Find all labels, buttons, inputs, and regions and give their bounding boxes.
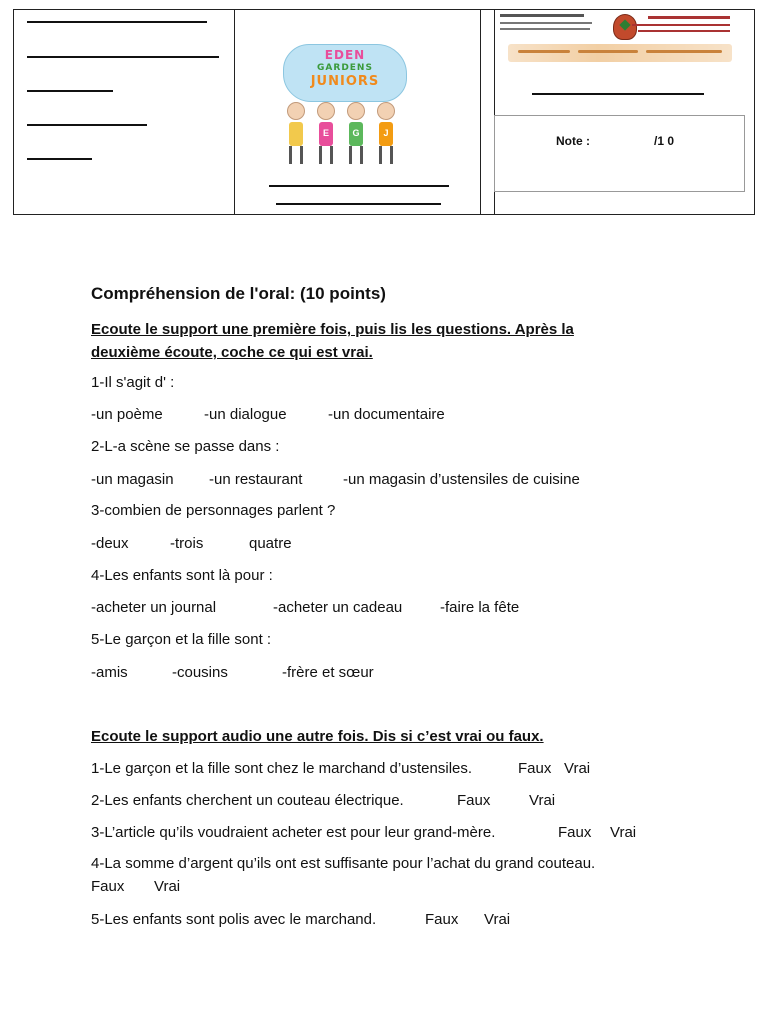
child-figure-icon: E xyxy=(317,102,335,164)
question-1: 1-Il s'agit d' : xyxy=(91,374,175,391)
question-2: 2-L-a scène se passe dans : xyxy=(91,438,280,455)
question-3: 3-combien de personnages parlent ? xyxy=(91,502,336,519)
section-title: Compréhension de l'oral: (10 points) xyxy=(91,284,386,303)
instruction-line: deuxième écoute, coche ce qui est vrai. xyxy=(91,344,373,361)
blank-line xyxy=(27,21,207,23)
school-logo xyxy=(281,44,407,174)
note-label: Note : xyxy=(556,134,590,148)
option[interactable]: -deux xyxy=(91,535,129,552)
faux-choice[interactable]: Faux xyxy=(457,792,491,809)
faux-choice[interactable]: Faux xyxy=(558,824,592,841)
faux-choice[interactable]: Faux xyxy=(425,911,459,928)
blank-line xyxy=(276,203,441,205)
vrai-choice[interactable]: Vrai xyxy=(529,792,556,809)
instruction-1 xyxy=(91,318,611,364)
option[interactable]: -un dialogue xyxy=(204,406,287,423)
option[interactable]: quatre xyxy=(249,535,292,552)
tf-statement: 1-Le garçon et la fille sont chez le marchand d’ustensiles. xyxy=(91,760,473,777)
option[interactable]: -acheter un journal xyxy=(91,599,217,616)
option[interactable]: -un magasin d’ustensiles de cuisine xyxy=(343,471,580,488)
option[interactable]: -trois xyxy=(170,535,204,552)
blank-line xyxy=(269,185,449,187)
vrai-choice[interactable]: Vrai xyxy=(610,824,637,841)
option[interactable]: -faire la fête xyxy=(440,599,520,616)
logo-text: GARDENS xyxy=(317,63,373,73)
option[interactable]: -un poème xyxy=(91,406,163,423)
blank-line xyxy=(27,158,92,160)
faux-choice[interactable]: Faux xyxy=(91,878,125,895)
logo-text: EDEN xyxy=(324,48,366,62)
instruction-2: Ecoute le support audio une autre fois. Dis si c’est vrai ou faux. xyxy=(91,728,544,745)
column-divider xyxy=(234,10,235,214)
option[interactable]: -un documentaire xyxy=(328,406,445,423)
child-figure-icon: G xyxy=(347,102,365,164)
ministry-header xyxy=(500,14,730,66)
vrai-choice[interactable]: Vrai xyxy=(484,911,511,928)
tf-statement: 2-Les enfants cherchent un couteau électrique. xyxy=(91,792,404,809)
option[interactable]: -un magasin xyxy=(91,471,174,488)
logo-text: JUNIORS xyxy=(310,74,380,89)
blank-line xyxy=(27,56,219,58)
blank-line xyxy=(532,93,704,95)
blank-line xyxy=(27,124,147,126)
child-figure-icon xyxy=(287,102,305,164)
vrai-choice[interactable]: Vrai xyxy=(564,760,591,777)
faux-choice[interactable]: Faux xyxy=(518,760,552,777)
note-score: /1 0 xyxy=(654,134,675,148)
directorate-title-banner xyxy=(508,44,732,62)
moroccan-emblem-icon xyxy=(613,14,637,40)
option[interactable]: -acheter un cadeau xyxy=(273,599,403,616)
tf-statement: 3-L’article qu’ils voudraient acheter est pour leur grand-mère. xyxy=(91,824,496,841)
option[interactable]: -cousins xyxy=(172,664,228,681)
tf-statement: 5-Les enfants sont polis avec le marchand. xyxy=(91,911,377,928)
vrai-choice[interactable]: Vrai xyxy=(154,878,181,895)
option[interactable]: -amis xyxy=(91,664,128,681)
option[interactable]: -un restaurant xyxy=(209,471,303,488)
option[interactable]: -frère et sœur xyxy=(282,664,374,681)
grade-box xyxy=(494,115,745,192)
tf-statement: 4-La somme d’argent qu’ils ont est suffisante pour l’achat du grand couteau. xyxy=(91,855,596,872)
blank-line xyxy=(27,90,113,92)
question-4: 4-Les enfants sont là pour : xyxy=(91,567,273,584)
instruction-line: Ecoute le support une première fois, puis lis les questions. Après la xyxy=(91,321,574,338)
logo-banner xyxy=(283,44,407,102)
child-figure-icon: J xyxy=(377,102,395,164)
question-5: 5-Le garçon et la fille sont : xyxy=(91,631,272,648)
column-divider xyxy=(480,10,481,214)
